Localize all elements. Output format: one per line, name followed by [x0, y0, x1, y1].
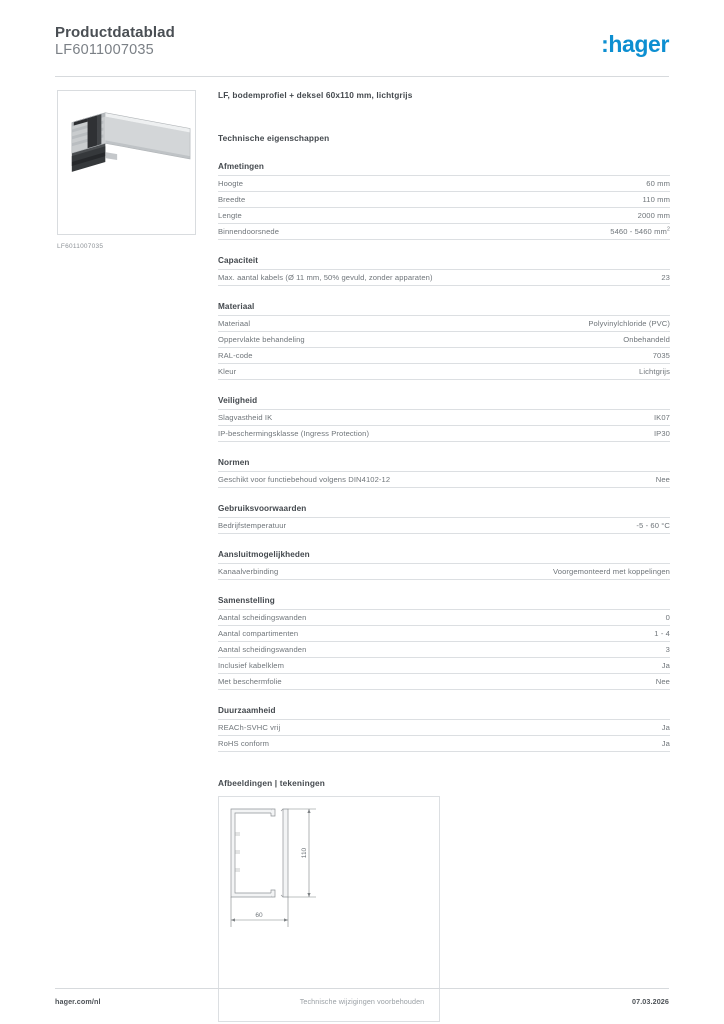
spec-label: Hoogte — [218, 179, 244, 188]
spec-group — [218, 706, 670, 752]
page-footer — [55, 997, 669, 1011]
drawings-heading: Afbeeldingen | tekeningen — [218, 778, 326, 788]
spec-label: Aantal compartimenten — [218, 629, 299, 638]
spec-row — [218, 625, 670, 641]
spec-value: Ja — [661, 661, 670, 670]
spec-group — [218, 596, 670, 690]
spec-value-text: 5460 - 5460 mm — [610, 227, 667, 236]
spec-value: Onbehandeld — [623, 335, 670, 344]
spec-row — [218, 641, 670, 657]
spec-row — [218, 673, 670, 690]
spec-value: -5 - 60 °C — [636, 521, 670, 530]
spec-label: Geschikt voor functiebehoud volgens DIN4102-12 — [218, 475, 391, 484]
spec-label: Breedte — [218, 195, 246, 204]
spec-value: Lichtgrijs — [639, 367, 670, 376]
logo-colon-icon: : — [601, 31, 609, 57]
spec-group-title: Capaciteit — [218, 256, 259, 265]
spec-value: IK07 — [653, 413, 670, 422]
product-reference: LF6011007035 — [55, 42, 154, 58]
spec-groups — [218, 162, 670, 752]
spec-value: Voorgemonteerd met koppelingen — [553, 567, 670, 576]
spec-group — [218, 256, 670, 286]
spec-group-title: Normen — [218, 458, 250, 467]
spec-group — [218, 458, 670, 488]
spec-label: Inclusief kabelklem — [218, 661, 285, 670]
spec-value: Nee — [655, 677, 670, 686]
spec-label: Bedrijfstemperatuur — [218, 521, 287, 530]
spec-group — [218, 396, 670, 442]
spec-value: Ja — [661, 723, 670, 732]
spec-value: 0 — [665, 613, 670, 622]
spec-row — [218, 207, 670, 223]
product-photo-illustration — [58, 91, 195, 234]
drawing-dim-height-label: 110 — [301, 847, 308, 859]
spec-row — [218, 191, 670, 207]
spec-group-title: Veiligheid — [218, 396, 258, 405]
spec-row — [218, 175, 670, 191]
spec-label: IP-beschermingsklasse (Ingress Protection) — [218, 429, 370, 438]
spec-label: Slagvastheid IK — [218, 413, 273, 422]
spec-label: Kanaalverbinding — [218, 567, 279, 576]
spec-row — [218, 517, 670, 534]
spec-label: Materiaal — [218, 319, 251, 328]
main-content — [218, 90, 670, 1022]
hager-logo[interactable] — [601, 32, 669, 56]
spec-label: Met beschermfolie — [218, 677, 282, 686]
spec-row — [218, 315, 670, 331]
spec-row — [218, 425, 670, 442]
spec-group-title: Aansluitmogelijkheden — [218, 550, 310, 559]
logo-wordmark: hager — [608, 31, 669, 57]
spec-group-title: Gebruiksvoorwaarden — [218, 504, 307, 513]
spec-value: 23 — [661, 273, 670, 282]
header-divider — [55, 76, 669, 77]
spec-group — [218, 302, 670, 380]
spec-label: RAL-code — [218, 351, 253, 360]
spec-row — [218, 471, 670, 488]
spec-value-superscript: 2 — [666, 226, 670, 233]
spec-group — [218, 504, 670, 534]
spec-label: Aantal scheidingswanden — [218, 613, 307, 622]
page-header — [55, 24, 669, 70]
footer-date: 07.03.2026 — [632, 997, 669, 1006]
spec-group-title: Materiaal — [218, 302, 255, 311]
spec-value — [610, 227, 670, 237]
technical-specs-heading: Technische eigenschappen — [218, 133, 330, 143]
spec-row — [218, 363, 670, 380]
spec-row — [218, 719, 670, 735]
product-photo — [57, 90, 196, 235]
spec-row — [218, 657, 670, 673]
spec-value: IP30 — [653, 429, 670, 438]
spec-row — [218, 563, 670, 580]
spec-value: 2000 mm — [637, 211, 670, 220]
spec-value: 110 mm — [642, 195, 670, 204]
product-name: LF, bodemprofiel + deksel 60x110 mm, lichtgrijs — [218, 90, 413, 100]
spec-group-title: Afmetingen — [218, 162, 265, 171]
spec-row — [218, 609, 670, 625]
spec-value: 7035 — [652, 351, 670, 360]
spec-label: Max. aantal kabels (Ø 11 mm, 50% gevuld, zonder apparaten) — [218, 273, 433, 282]
drawing-dim-width-label: 60 — [255, 912, 263, 919]
spec-value: 1 - 4 — [654, 629, 670, 638]
spec-group — [218, 550, 670, 580]
spec-label: Binnendoorsnede — [218, 227, 280, 236]
spec-label: Aantal scheidingswanden — [218, 645, 307, 654]
spec-label: Lengte — [218, 211, 242, 220]
spec-row — [218, 347, 670, 363]
spec-row — [218, 735, 670, 752]
spec-value: Nee — [655, 475, 670, 484]
footer-disclaimer: Technische wijzigingen voorbehouden — [299, 997, 425, 1006]
footer-website-link[interactable]: hager.com/nl — [55, 997, 101, 1006]
spec-group — [218, 162, 670, 240]
spec-value: Ja — [661, 739, 670, 748]
spec-value: Polyvinylchloride (PVC) — [588, 319, 670, 328]
spec-label: RoHS conform — [218, 739, 269, 748]
spec-row — [218, 269, 670, 286]
spec-group-title: Duurzaamheid — [218, 706, 276, 715]
spec-row — [218, 331, 670, 347]
footer-divider — [55, 988, 669, 989]
spec-value: 3 — [665, 645, 670, 654]
spec-row — [218, 223, 670, 240]
spec-row — [218, 409, 670, 425]
product-photo-caption: LF6011007035 — [57, 243, 104, 250]
spec-group-title: Samenstelling — [218, 596, 275, 605]
spec-label: REACh-SVHC vrij — [218, 723, 281, 732]
spec-label: Kleur — [218, 367, 237, 376]
spec-label: Oppervlakte behandeling — [218, 335, 305, 344]
page-title: Productdatablad — [55, 24, 175, 41]
spec-value: 60 mm — [646, 179, 670, 188]
